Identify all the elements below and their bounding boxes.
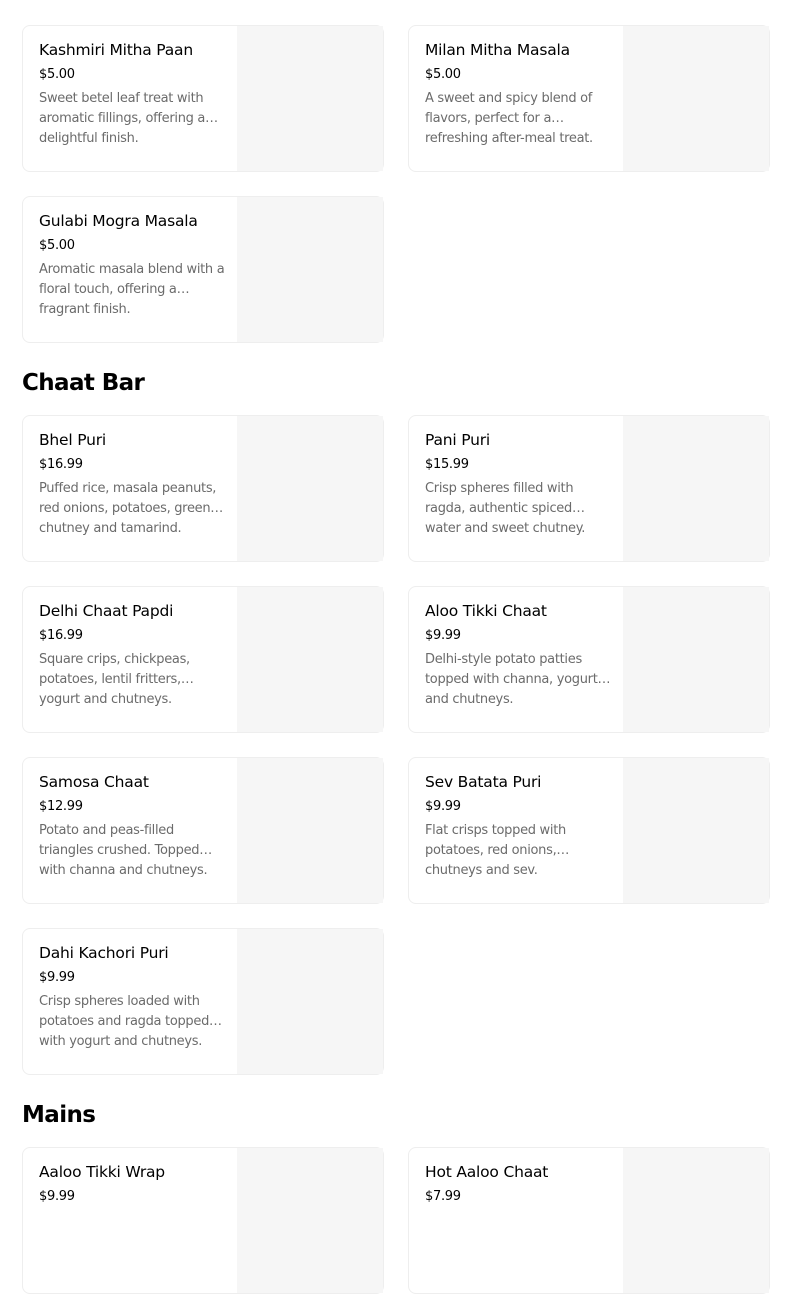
menu-item-image bbox=[623, 416, 769, 561]
menu-item-name: Sev Batata Puri bbox=[425, 773, 542, 791]
previous-section-cards-edge bbox=[0, 0, 804, 1]
menu-item-card[interactable] bbox=[22, 25, 384, 172]
menu-item-image bbox=[237, 1148, 383, 1293]
menu-item-image bbox=[237, 416, 383, 561]
menu-item-image bbox=[237, 929, 383, 1074]
menu-item-card[interactable] bbox=[408, 757, 770, 904]
menu-item-price: $16.99 bbox=[39, 457, 83, 472]
menu-item-price: $9.99 bbox=[425, 628, 461, 643]
menu-item-card[interactable] bbox=[408, 586, 770, 733]
menu-item-image bbox=[237, 587, 383, 732]
menu-item-card[interactable] bbox=[22, 196, 384, 343]
menu-item-price: $9.99 bbox=[425, 799, 461, 814]
menu-item-price: $16.99 bbox=[39, 628, 83, 643]
menu-item-card[interactable] bbox=[408, 415, 770, 562]
menu-item-image bbox=[237, 758, 383, 903]
menu-item-image bbox=[237, 197, 383, 342]
menu-item-name: Aaloo Tikki Wrap bbox=[39, 1163, 165, 1181]
menu-item-price: $15.99 bbox=[425, 457, 469, 472]
menu-item-name: Dahi Kachori Puri bbox=[39, 944, 169, 962]
menu-item-name: Bhel Puri bbox=[39, 431, 107, 449]
menu-item-description: Crisp spheres loaded with potatoes and ragda topped with yogurt and chutneys. bbox=[39, 994, 210, 1049]
menu-item-image bbox=[237, 26, 383, 171]
menu-item-description: Sweet betel leaf treat with aromatic fillings, offering a delightful finish. bbox=[39, 91, 206, 146]
menu-item-description: Delhi-style potato patties topped with channa, yogurt and chutneys. bbox=[425, 652, 598, 707]
menu-item-name: Kashmiri Mitha Paan bbox=[39, 41, 193, 59]
menu-item-card[interactable] bbox=[408, 1147, 770, 1294]
menu-item-description bbox=[39, 1211, 225, 1251]
menu-item-card[interactable] bbox=[22, 757, 384, 904]
menu-item-card[interactable] bbox=[22, 1147, 384, 1294]
menu-item-name: Aloo Tikki Chaat bbox=[425, 602, 547, 620]
menu-item-description: Puffed rice, masala peanuts, red onions, potatoes, green chutney and tamarind. bbox=[39, 481, 217, 536]
menu-item-description: Crisp spheres filled with ragda, authentic spiced water and sweet chutney. bbox=[425, 481, 586, 536]
menu-item-description: Flat crisps topped with potatoes, red onions, chutneys and sev. bbox=[425, 823, 566, 878]
menu-item-price: $9.99 bbox=[39, 970, 75, 985]
section-title-mains: Mains bbox=[22, 1102, 96, 1128]
menu-item-price: $9.99 bbox=[39, 1189, 75, 1204]
menu-item-card[interactable] bbox=[408, 25, 770, 172]
menu-item-description: Aromatic masala blend with a floral touch, offering a fragrant finish. bbox=[39, 262, 225, 317]
menu-item-card[interactable] bbox=[22, 586, 384, 733]
menu-item-price: $7.99 bbox=[425, 1189, 461, 1204]
menu-item-image bbox=[623, 758, 769, 903]
menu-item-price: $5.00 bbox=[39, 67, 75, 82]
menu-item-card[interactable] bbox=[22, 415, 384, 562]
menu-item-price: $5.00 bbox=[39, 238, 75, 253]
menu-item-name: Pani Puri bbox=[425, 431, 490, 449]
menu-item-price: $5.00 bbox=[425, 67, 461, 82]
menu-item-description bbox=[425, 1211, 611, 1251]
menu-item-name: Delhi Chaat Papdi bbox=[39, 602, 174, 620]
menu-item-description: Square crips, chickpeas, potatoes, lentil fritters, yogurt and chutneys. bbox=[39, 652, 190, 707]
menu-item-image bbox=[623, 26, 769, 171]
menu-item-name: Samosa Chaat bbox=[39, 773, 149, 791]
menu-item-price: $12.99 bbox=[39, 799, 83, 814]
menu-item-name: Gulabi Mogra Masala bbox=[39, 212, 198, 230]
menu-item-description: A sweet and spicy blend of flavors, perfect for a refreshing after-meal treat. bbox=[425, 91, 593, 146]
menu-item-name: Hot Aaloo Chaat bbox=[425, 1163, 549, 1181]
menu-item-image bbox=[623, 587, 769, 732]
menu-item-name: Milan Mitha Masala bbox=[425, 41, 570, 59]
menu-item-description: Potato and peas-filled triangles crushed. Topped with channa and chutneys. bbox=[39, 823, 208, 878]
menu-item-card[interactable] bbox=[22, 928, 384, 1075]
menu-item-image bbox=[623, 1148, 769, 1293]
section-title-chaat-bar: Chaat Bar bbox=[22, 370, 145, 396]
